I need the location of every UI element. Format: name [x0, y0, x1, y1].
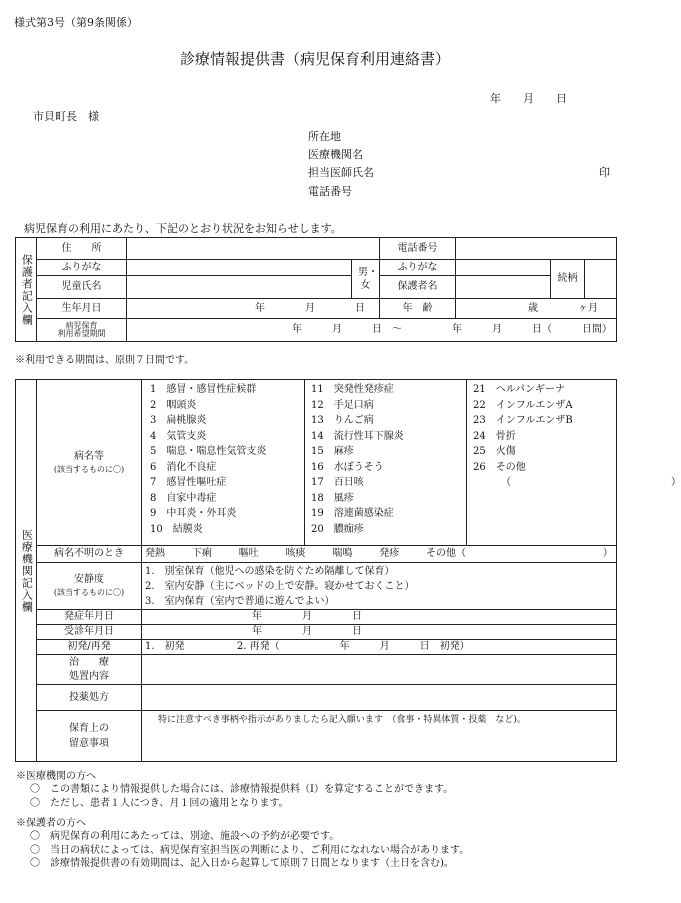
care-label-2: 留意事項 — [69, 738, 109, 749]
period-note: ※利用できる期間は、原則７日間です。 — [15, 355, 195, 366]
rx-field[interactable] — [142, 685, 617, 711]
issuer-doctor-label: 担当医師氏名 — [308, 166, 374, 179]
repeat-option[interactable]: 2. 再発（ 年 月 日 初発） — [236, 641, 470, 653]
disease-item[interactable]: 17 百日咳 — [311, 477, 364, 488]
symptom-close: ） — [602, 548, 613, 560]
onset-field[interactable]: 年 月 日 — [142, 610, 617, 625]
disease-item[interactable]: 24 骨折 — [473, 430, 516, 442]
symptom-option[interactable]: その他（ — [426, 548, 467, 560]
seal-mark: 印 — [599, 166, 610, 179]
treatment-label-2: 処置内容 — [69, 670, 109, 682]
disease-item[interactable]: 21 ヘルパンギーナ — [473, 384, 566, 395]
disease-label — [37, 380, 142, 546]
rest-option[interactable]: 2. 室内安静（主にベッドの上で安静。寝かせておくこと） — [145, 580, 415, 592]
disease-item[interactable]: 3 扁桃腺炎 — [150, 415, 207, 426]
rx-label: 投薬処方 — [37, 685, 142, 711]
phone-label: 電話番号 — [380, 238, 456, 260]
addressee: 市貝町長 様 — [33, 110, 99, 123]
guardian-note: 〇 当日の病状によっては、病児保育室担当医の判断により、ご利用になれない場合があります。 — [30, 845, 470, 856]
rest-option[interactable]: 3. 室内保育（室内で普通に遊んでよい） — [145, 595, 335, 607]
disease-item[interactable]: 2 咽頭炎 — [150, 399, 197, 411]
disease-list-2 — [311, 382, 462, 537]
disease-item[interactable]: 26 その他 — [473, 461, 526, 473]
disease-item[interactable]: 6 消化不良症 — [150, 461, 217, 473]
guardian-note: 〇 診療情報提供書の有効期間は、記入日から起算して原則７日間となります（土日を含む)。 — [30, 858, 454, 869]
dob-field[interactable]: 年 月 日 — [127, 299, 380, 319]
medical-section-label: 医療機関記入欄 — [16, 380, 37, 762]
address-field[interactable] — [127, 238, 380, 260]
treatment-label — [37, 655, 142, 685]
period-field[interactable]: 年 月 日 ～ 年 月 日（ 日間） — [127, 319, 617, 342]
disease-list-1 — [150, 382, 300, 537]
disease-label-text: 病名等 — [74, 450, 104, 462]
guardian-furigana-label: ふりがな — [380, 260, 456, 276]
disease-item[interactable]: 8 自家中毒症 — [150, 492, 217, 504]
guardian-section-label: 保護者記入欄 — [16, 238, 37, 342]
treatment-label-1: 治 療 — [69, 656, 109, 668]
visit-label: 受診年月日 — [37, 625, 142, 640]
issuer-phone-label: 電話番号 — [308, 185, 352, 198]
symptom-option[interactable]: 発熱 — [145, 548, 165, 560]
age-field[interactable]: 歳 ヶ月 — [456, 299, 617, 319]
issuer-institution-label: 医療機関名 — [308, 148, 363, 161]
rest-label-text: 安静度 — [74, 574, 104, 586]
period-label-line2: 利用希望期間 — [57, 329, 106, 338]
relation-label: 続柄 — [551, 260, 585, 299]
disease-hint: (該当するものに〇) — [53, 464, 125, 474]
symptom-option[interactable]: 喘鳴 — [332, 548, 353, 560]
disease-item[interactable]: 4 気管支炎 — [150, 430, 207, 442]
issuer-address-label: 所在地 — [308, 130, 341, 143]
disease-item[interactable]: 23 インフルエンザB — [473, 415, 573, 426]
guardian-name-field[interactable] — [456, 276, 551, 299]
disease-item[interactable]: 7 感冒性嘔吐症 — [150, 477, 227, 488]
disease-item[interactable]: 5 喘息・喘息性気管支炎 — [150, 446, 267, 457]
rest-hint: (該当するものに〇) — [53, 588, 125, 598]
disease-item[interactable]: 18 風疹 — [311, 492, 354, 504]
med-note-heading: ※医療機関の方へ — [16, 771, 96, 782]
age-label: 年 齢 — [380, 299, 456, 319]
phone-field[interactable] — [456, 238, 617, 260]
dob-label: 生年月日 — [37, 299, 127, 319]
issue-date: 年 月 日 — [490, 92, 567, 105]
unknown-symptoms[interactable] — [142, 546, 617, 563]
medical-table — [15, 379, 681, 762]
symptom-option[interactable]: 嘔吐 — [238, 548, 259, 560]
rest-label — [37, 563, 142, 610]
care-field[interactable]: 特に注意すべき事柄や指示がありましたら記入願います （食事・特異体質・投薬 など)。 — [142, 711, 617, 762]
disease-item[interactable]: 10 結膜炎 — [150, 523, 203, 535]
disease-item[interactable]: 15 麻疹 — [311, 446, 354, 457]
care-label — [37, 711, 142, 762]
med-note: 〇 ただし、患者１人につき、月１回の適用となります。 — [30, 798, 289, 809]
intro-text: 病児保育の利用にあたり、下記のとおり状況をお知らせします。 — [24, 222, 342, 235]
onset-label: 発症年月日 — [37, 610, 142, 625]
disease-list-3 — [473, 382, 681, 491]
disease-item[interactable]: 19 溶連菌感染症 — [311, 508, 394, 519]
first-repeat-label: 初発/再発 — [37, 640, 142, 655]
disease-item[interactable]: 13 りんご病 — [311, 415, 374, 426]
first-option[interactable]: 1. 初発 — [145, 641, 185, 653]
first-repeat-field[interactable] — [142, 640, 617, 655]
child-name-field[interactable] — [127, 276, 352, 299]
disease-list-col2[interactable] — [305, 380, 467, 546]
disease-item[interactable]: 22 インフルエンザA — [473, 399, 573, 411]
guardian-note-heading: ※保護者の方へ — [16, 818, 86, 829]
period-label — [37, 319, 127, 342]
disease-item[interactable]: 25 火傷 — [473, 446, 516, 457]
child-furigana-label: ふりがな — [37, 260, 127, 276]
care-label-1: 保育上の — [69, 723, 109, 734]
period-label-line1: 病児保育 — [65, 320, 98, 330]
disease-item[interactable]: 11 突発性発疹症 — [311, 384, 394, 395]
symptom-option[interactable]: 下痢 — [191, 548, 212, 560]
guardian-furigana-field[interactable] — [456, 260, 551, 276]
disease-list-col1[interactable] — [142, 380, 305, 546]
sex-selector[interactable]: 男・女 — [352, 260, 380, 299]
symptom-option[interactable]: 咳痰 — [285, 548, 306, 560]
form-number: 様式第3号（第9条関係） — [14, 16, 138, 29]
relation-field[interactable] — [585, 260, 617, 299]
child-name-label: 児童氏名 — [37, 276, 127, 299]
address-label: 住 所 — [37, 238, 127, 260]
disease-list-col3[interactable] — [467, 380, 681, 546]
guardian-table — [15, 237, 617, 342]
disease-item[interactable]: 20 膿痂疹 — [311, 523, 364, 535]
rest-option[interactable]: 1. 別室保育（他児への感染を防ぐため隔離して保育） — [145, 565, 395, 577]
document-title: 診療情報提供書（病児保育利用連絡書） — [179, 50, 450, 68]
guardian-note: 〇 病児保育の利用にあたっては、別途、施設への予約が必要です。 — [30, 831, 340, 842]
disease-item[interactable]: 1 感冒・感冒性症候群 — [150, 384, 257, 395]
disease-item[interactable]: 16 水ぼうそう — [311, 461, 384, 473]
disease-item[interactable]: 9 中耳炎・外耳炎 — [150, 508, 237, 519]
disease-item[interactable]: 14 流行性耳下腺炎 — [311, 430, 404, 442]
child-furigana-field[interactable] — [127, 260, 352, 276]
unknown-label: 病名不明のとき — [37, 546, 142, 563]
visit-field[interactable]: 年 月 日 — [142, 625, 617, 640]
rest-options[interactable] — [142, 563, 617, 610]
guardian-name-label: 保護者名 — [380, 276, 456, 299]
other-disease-field[interactable]: （ ） — [501, 477, 681, 488]
treatment-field[interactable] — [142, 655, 617, 685]
symptom-list — [145, 548, 613, 560]
symptom-option[interactable]: 発疹 — [379, 548, 400, 560]
med-note: 〇 この書類により情報提供した場合には、診療情報提供料（Ⅰ）を算定することができます。 — [30, 784, 454, 795]
disease-item[interactable]: 12 手足口病 — [311, 399, 374, 411]
